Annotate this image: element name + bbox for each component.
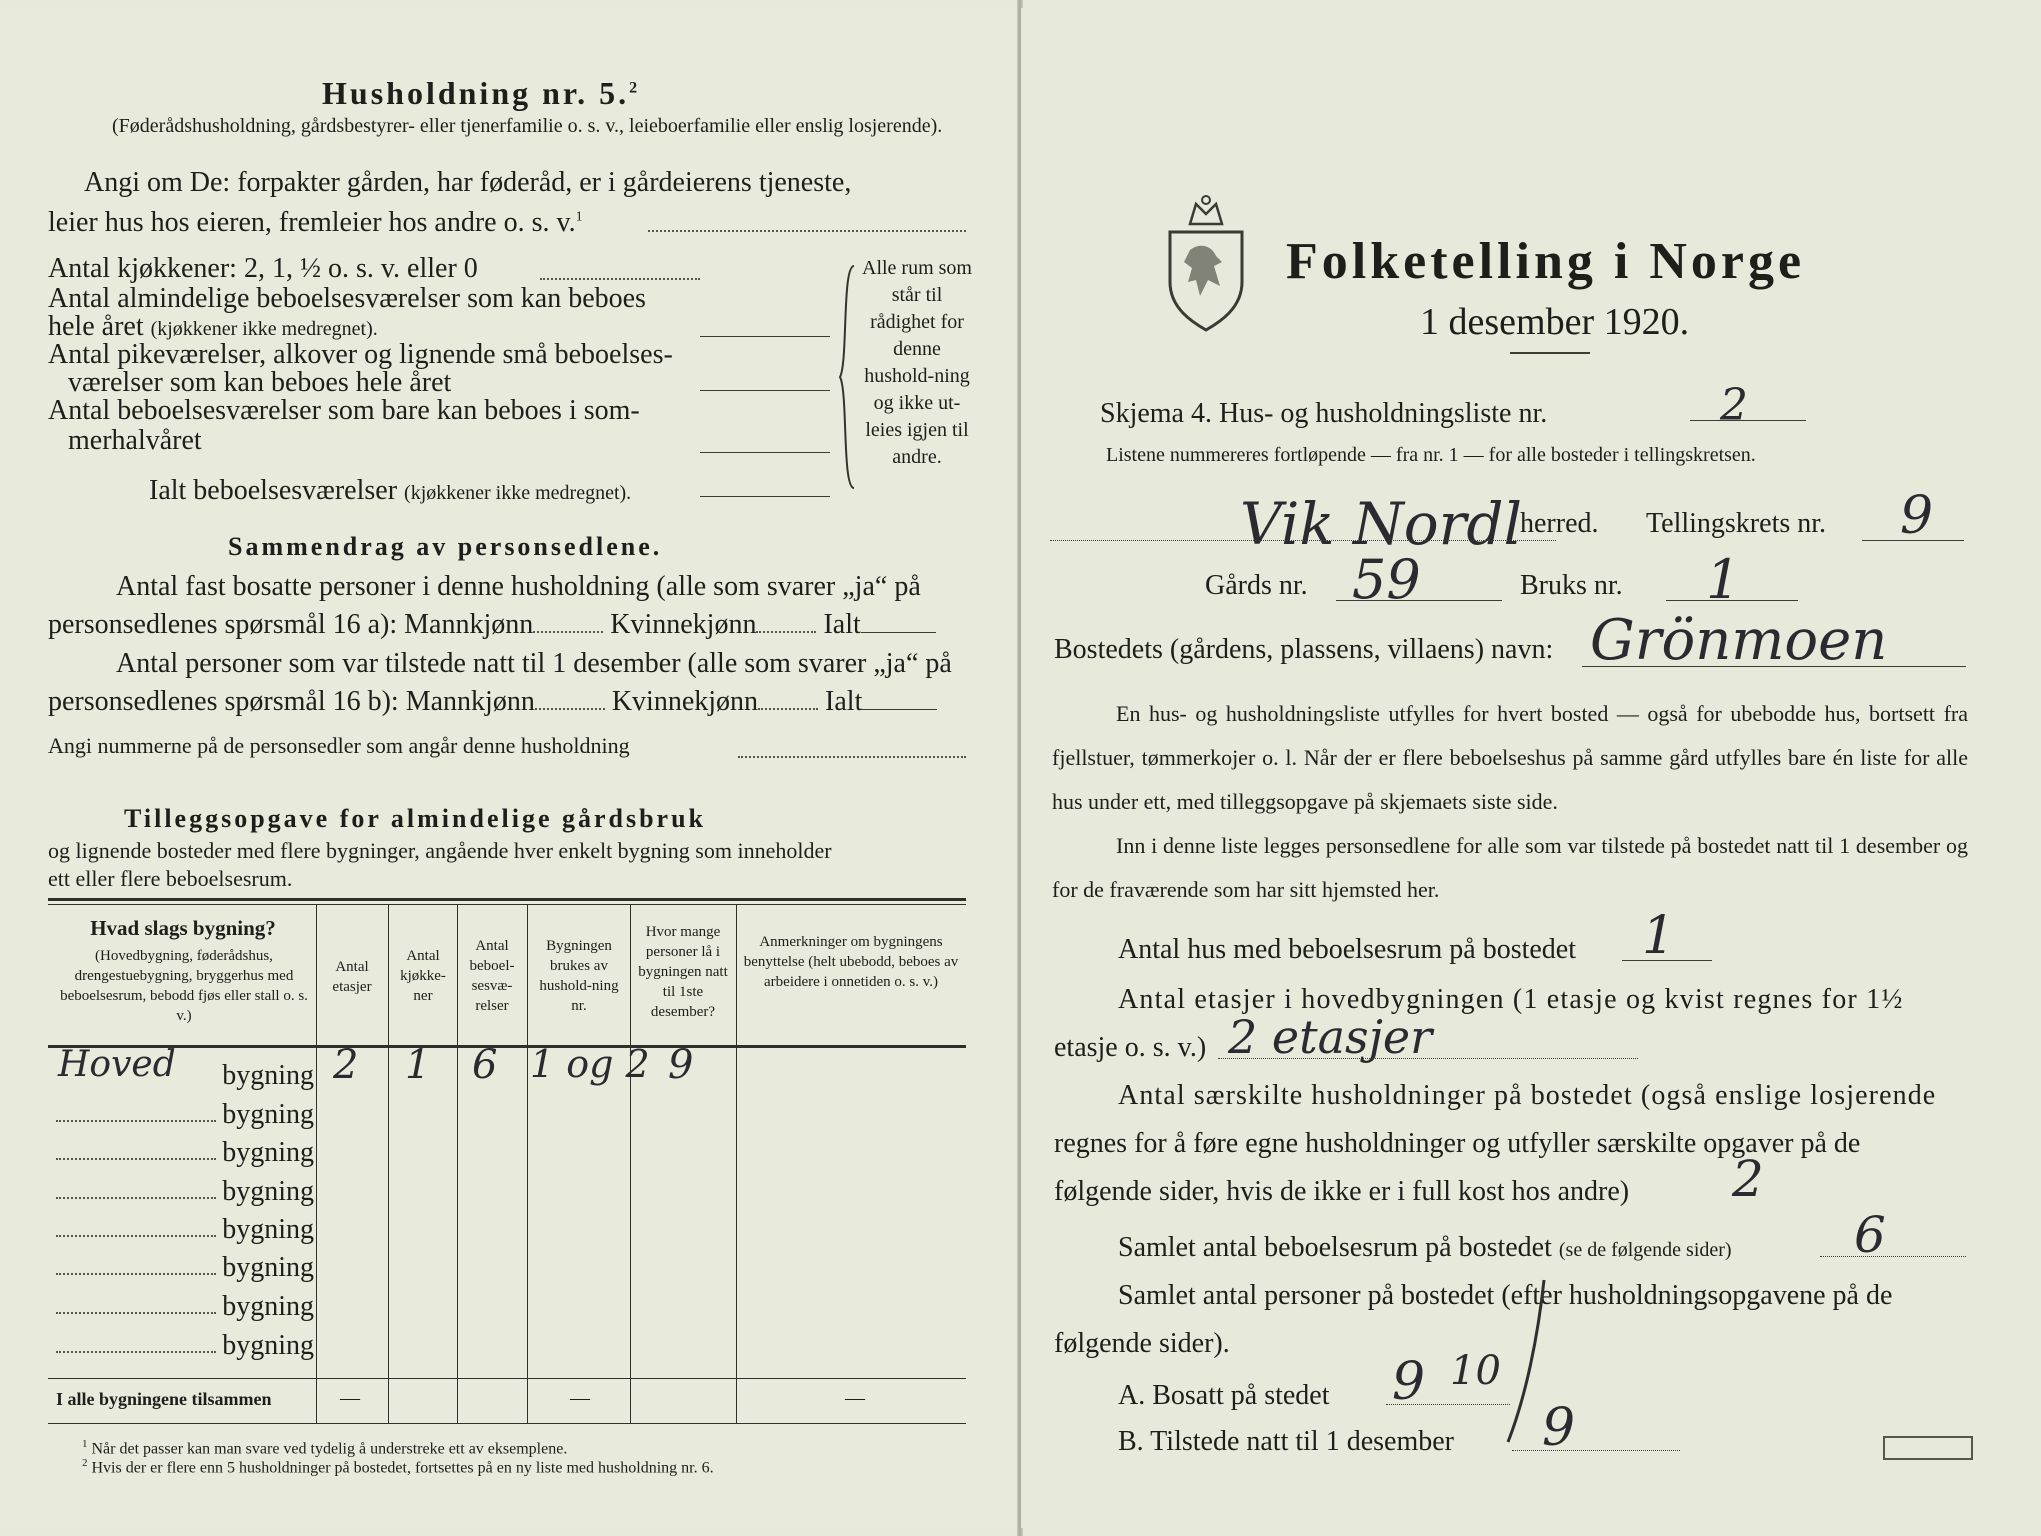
etasjer-line[interactable] [1218, 1058, 1638, 1059]
alm-line-2: hele året (kjøkkener ikke medregnet). [48, 311, 378, 342]
bruks-nr: 1 [1706, 548, 1741, 611]
antal-hus-line[interactable] [1622, 960, 1712, 961]
total-etasjer-dash: — [340, 1387, 360, 1409]
bruks-label: Bruks nr. [1520, 570, 1623, 601]
tillegg-line-1: og lignende bosteder med flere bygninger, angående hver enkelt bygning som inneholder [48, 838, 832, 863]
row-label: bygning [222, 1137, 314, 1168]
sommer-line-2: merhalvåret [68, 425, 202, 456]
row-label: bygning [222, 1330, 314, 1361]
row1-personer: 9 [668, 1042, 694, 1088]
gards-label: Gårds nr. [1205, 570, 1308, 601]
tilstede-label: B. Tilstede natt til 1 desember [1118, 1426, 1454, 1457]
instructions-para-2: Inn i denne liste legges personsedlene for alle som var tilstede på bostedet natt til 1 desember og for de fraværende som har sitt hjemsted her. [1052, 833, 1968, 902]
row-label: bygning [222, 1099, 314, 1130]
bosted-navn: Grönmoen [1590, 608, 1888, 673]
norway-coat-of-arms-icon [1160, 190, 1252, 332]
antal-hus-val: 1 [1642, 906, 1676, 966]
tellingskrets-label: Tellingskrets nr. [1646, 508, 1827, 539]
sammendrag-title: Sammendrag av personsedlene. [228, 532, 663, 561]
ialt-label: Ialt beboelsesværelser (kjøkkener ikke medregnet). [149, 475, 632, 506]
bosted-line[interactable] [1582, 666, 1966, 667]
row-label: bygning [222, 1176, 314, 1207]
fast-line-2: personsedlenes spørsmål 16 a): Mannkjønn Kvinnekjønn Ialt [48, 609, 936, 641]
row-label: bygning [222, 1060, 314, 1091]
pike-answer-line[interactable] [700, 390, 830, 391]
footnote-2: $^2$ Hvis der er flere enn 5 husholdninger på bostedet, fortsettes på en ny liste med husholdning nr. 6. [82, 1457, 714, 1477]
instructions-para-1: En hus- og husholdningsliste utfylles for hvert bosted — også for ubebodde hus, bortsett fra fjellstuer, tømmerkojer o. l. Når der er flere beboelseshus på samme gård utfylles bare én liste for alle hus under ett, med tilleggsopgave på skjemaets siste side. [1052, 701, 1968, 814]
header-etasjer: Antal etasjer [332, 959, 372, 995]
printer-stamp-icon [1883, 1436, 1973, 1460]
ialt-answer-line[interactable] [700, 496, 830, 497]
saerskilte-line-1: Antal særskilte husholdninger på bostedet (også enslige losjerende [1118, 1080, 1937, 1111]
sommer-line-1: Antal beboelsesværelser som bare kan beboes i som- [48, 395, 640, 426]
angi-answer-line[interactable] [648, 230, 966, 232]
saerskilte-val: 2 [1732, 1150, 1764, 1208]
total-husholdning-dash: — [570, 1387, 590, 1409]
header-husholdning: Bygningen brukes av hushold-ning nr. [539, 938, 619, 1014]
nummerne-answer-line[interactable] [738, 756, 966, 758]
header-personer: Hvor mange personer lå i bygningen natt til 1ste desember? [638, 924, 728, 1020]
header-kjokkener: Antal kjøkke-ner [400, 948, 446, 1004]
footnote-1: $^1$ Når det passer kan man svare ved tydelig å understreke ett av eksemplene. [82, 1438, 568, 1458]
herred-label: herred. [1520, 508, 1599, 539]
tillegg-line-2: ett eller flere beboelsesrum. [48, 866, 293, 891]
skjema-label: Skjema 4. Hus- og husholdningsliste nr. [1100, 398, 1548, 429]
bostedets-label: Bostedets (gårdens, plassens, villaens) navn: [1054, 634, 1554, 665]
tilstede-line-2: personsedlenes spørsmål 16 b): Mannkjønn Kvinnekjønn Ialt [48, 686, 937, 718]
gards-line[interactable] [1336, 600, 1502, 601]
tilstede-line-1: Antal personer som var tilstede natt til 1 desember (alle som svarer „ja“ på [116, 648, 952, 679]
total-label: I alle bygningene tilsammen [56, 1389, 272, 1409]
row-label: bygning [222, 1291, 314, 1322]
saerskilte-line-3: følgende sider, hvis de ikke er i full kost hos andre) [1054, 1176, 1630, 1207]
sommer-answer-line[interactable] [700, 452, 830, 453]
tillegg-title: Tilleggsopgave for almindelige gårdsbruk [124, 804, 707, 833]
row-label: bygning [222, 1214, 314, 1245]
angi-line-1: Angi om De: forpakter gården, har føderåd, er i gårdeierens tjeneste, [84, 167, 852, 198]
herred-line[interactable] [1050, 540, 1556, 541]
samlet-rum-val: 6 [1854, 1206, 1886, 1264]
pike-line-1: Antal pikeværelser, alkover og lignende små beboelses- [48, 339, 673, 370]
header-building-type: Hvad slags bygning? [90, 916, 276, 940]
etasjer-line-2: etasje o. s. v.) [1054, 1032, 1207, 1063]
herred-name: Vik Nordl [1240, 490, 1523, 558]
bosatt-extra: 10 [1450, 1348, 1501, 1394]
row1-etasjer: 2 [333, 1042, 359, 1088]
bruks-line[interactable] [1666, 600, 1798, 601]
header-beboelses: Antal beboel-sesvæ-relser [469, 938, 515, 1014]
bosatt-line[interactable] [1386, 1404, 1510, 1405]
census-date: 1 desember 1920. [1420, 301, 1690, 343]
brace-note: Alle rum som står til rådighet for denne hushold-ning og ikke ut-leies igjen til andre. [862, 257, 972, 468]
alm-line-1: Antal almindelige beboelsesværelser som kan beboes [48, 283, 646, 314]
samlet-rum-label: Samlet antal beboelsesrum på bostedet (se de følgende sider) [1118, 1232, 1732, 1263]
household-intro: (Føderådshusholdning, gårdsbestyrer- eller tjenerfamilie o. s. v., leieboerfamilie eller enslig losjerende). [112, 115, 943, 137]
pike-line-2: værelser som kan beboes hele året [68, 367, 452, 398]
brace-icon [836, 262, 860, 492]
row1-beboelses: 6 [472, 1042, 498, 1088]
tilstede-val: 9 [1542, 1398, 1576, 1458]
header-building-type-note: (Hovedbygning, føderådshus, drengestuebygning, bryggerhus med beboelsesrum, bebodd fjøs eller stall o. s. v.) [60, 948, 308, 1024]
kjokkener-label: Antal kjøkkener: 2, 1, ½ o. s. v. eller 0 [48, 253, 478, 284]
gards-nr: 59 [1352, 548, 1421, 611]
title-rule [1510, 352, 1590, 354]
saerskilte-line-2: regnes for å føre egne husholdninger og utfyller særskilte opgaver på de [1054, 1128, 1861, 1159]
row1-kjokkener: 1 [405, 1042, 431, 1088]
skjema-nr-line[interactable] [1690, 420, 1806, 421]
census-title: Folketelling i Norge [1286, 233, 1806, 290]
fast-line-1: Antal fast bosatte personer i denne husholdning (alle som svarer „ja“ på [116, 571, 921, 602]
listene-note: Listene nummereres fortløpende — fra nr. 1 — for alle bosteder i tellingskretsen. [1106, 444, 1756, 466]
header-anmerkninger: Anmerkninger om bygningens benyttelse (helt ubebodd, beboes av arbeidere i onnetiden o. s. v.) [743, 934, 959, 990]
row1-type: Hoved [58, 1044, 176, 1085]
household-title: Husholdning nr. 5.$^2$ [322, 75, 641, 111]
etasjer-line-1: Antal etasjer i hovedbygningen (1 etasje og kvist regnes for 1½ [1118, 984, 1904, 1015]
bosatt-label: A. Bosatt på stedet [1118, 1380, 1330, 1411]
tellingskrets-nr: 9 [1900, 486, 1934, 546]
tellingskrets-line[interactable] [1862, 540, 1964, 541]
kjokkener-answer-line[interactable] [540, 278, 700, 280]
row-label: bygning [222, 1252, 314, 1283]
row1-husholdning: 1 og 2 [530, 1042, 650, 1086]
bosatt-val: 9 [1392, 1352, 1426, 1412]
samlet-rum-line[interactable] [1820, 1256, 1966, 1257]
tilstede-line[interactable] [1512, 1450, 1680, 1451]
antal-hus-label: Antal hus med beboelsesrum på bostedet [1118, 934, 1577, 965]
angi-line-2: leier hus hos eieren, fremleier hos andre o. s. v.$^1$ [48, 207, 583, 238]
samlet-pers-line-2: følgende sider). [1054, 1328, 1230, 1359]
alm-answer-line[interactable] [700, 336, 830, 337]
samlet-pers-line-1: Samlet antal personer på bostedet (efter husholdningsopgavene på de [1118, 1280, 1893, 1311]
etasjer-val: 2 etasjer [1228, 1010, 1433, 1064]
nummerne-label: Angi nummerne på de personsedler som angår denne husholdning [48, 733, 630, 758]
total-anm-dash: — [845, 1387, 865, 1409]
skjema-nr: 2 [1720, 380, 1748, 431]
